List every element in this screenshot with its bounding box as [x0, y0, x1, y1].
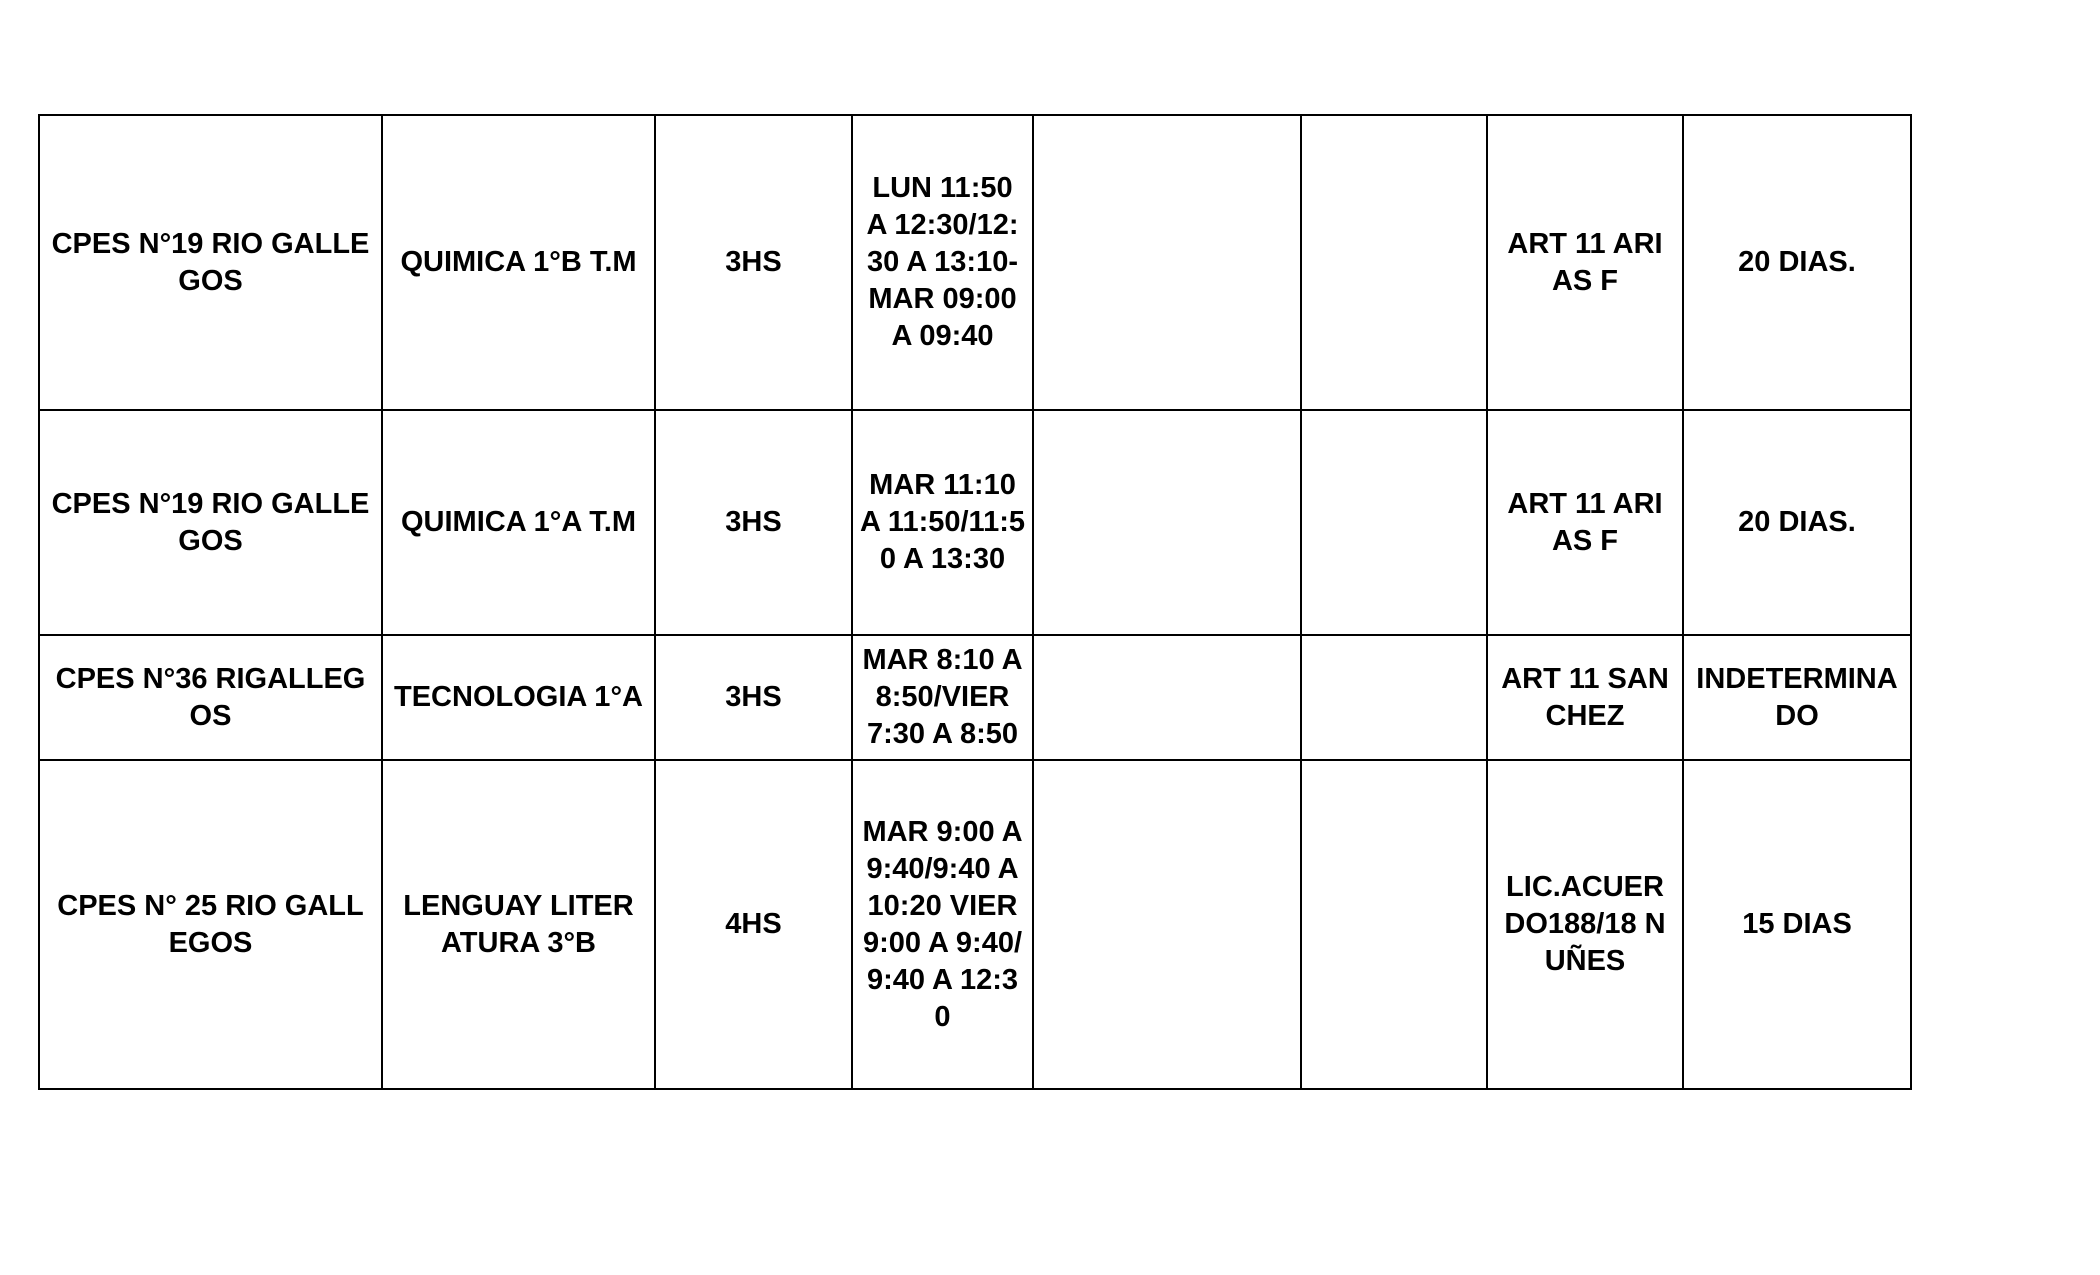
schedule-cell: LUN 11:50 A 12:30/12:30 A 13:10-MAR 09:00 A 09:40	[852, 115, 1033, 410]
table-row	[39, 410, 1911, 635]
duration-cell: INDETERMINADO	[1683, 635, 1911, 760]
duration-cell: 20 DIAS.	[1683, 410, 1911, 635]
school-cell: CPES N° 25 RIO GALLEGOS	[39, 760, 382, 1089]
schedule-cell: MAR 9:00 A 9:40/9:40 A 10:20 VIER 9:00 A 9:40/9:40 A 12:30	[852, 760, 1033, 1089]
reason-cell: LIC.ACUERDO188/18 NUÑES	[1487, 760, 1683, 1089]
hours-cell: 3HS	[655, 410, 852, 635]
empty-cell	[1301, 410, 1487, 635]
reason-cell: ART 11 ARIAS F	[1487, 410, 1683, 635]
duration-cell: 20 DIAS.	[1683, 115, 1911, 410]
empty-cell	[1033, 410, 1301, 635]
empty-cell	[1033, 635, 1301, 760]
subject-cell: QUIMICA 1°B T.M	[382, 115, 655, 410]
schedule-cell: MAR 11:10 A 11:50/11:50 A 13:30	[852, 410, 1033, 635]
reason-cell: ART 11 SANCHEZ	[1487, 635, 1683, 760]
subject-cell: LENGUAY LITERATURA 3°B	[382, 760, 655, 1089]
empty-cell	[1033, 115, 1301, 410]
schedule-cell: MAR 8:10 A 8:50/VIER 7:30 A 8:50	[852, 635, 1033, 760]
empty-cell	[1301, 115, 1487, 410]
reason-cell: ART 11 ARIAS F	[1487, 115, 1683, 410]
table-row	[39, 115, 1911, 410]
school-cell: CPES N°19 RIO GALLEGOS	[39, 115, 382, 410]
subject-cell: QUIMICA 1°A T.M	[382, 410, 655, 635]
school-cell: CPES N°19 RIO GALLEGOS	[39, 410, 382, 635]
empty-cell	[1301, 635, 1487, 760]
empty-cell	[1301, 760, 1487, 1089]
vacancy-table	[38, 114, 1912, 1090]
duration-cell: 15 DIAS	[1683, 760, 1911, 1089]
school-cell: CPES N°36 RIGALLEGOS	[39, 635, 382, 760]
empty-cell	[1033, 760, 1301, 1089]
table-row	[39, 635, 1911, 760]
hours-cell: 3HS	[655, 115, 852, 410]
subject-cell: TECNOLOGIA 1°A	[382, 635, 655, 760]
hours-cell: 3HS	[655, 635, 852, 760]
hours-cell: 4HS	[655, 760, 852, 1089]
table-row	[39, 760, 1911, 1089]
